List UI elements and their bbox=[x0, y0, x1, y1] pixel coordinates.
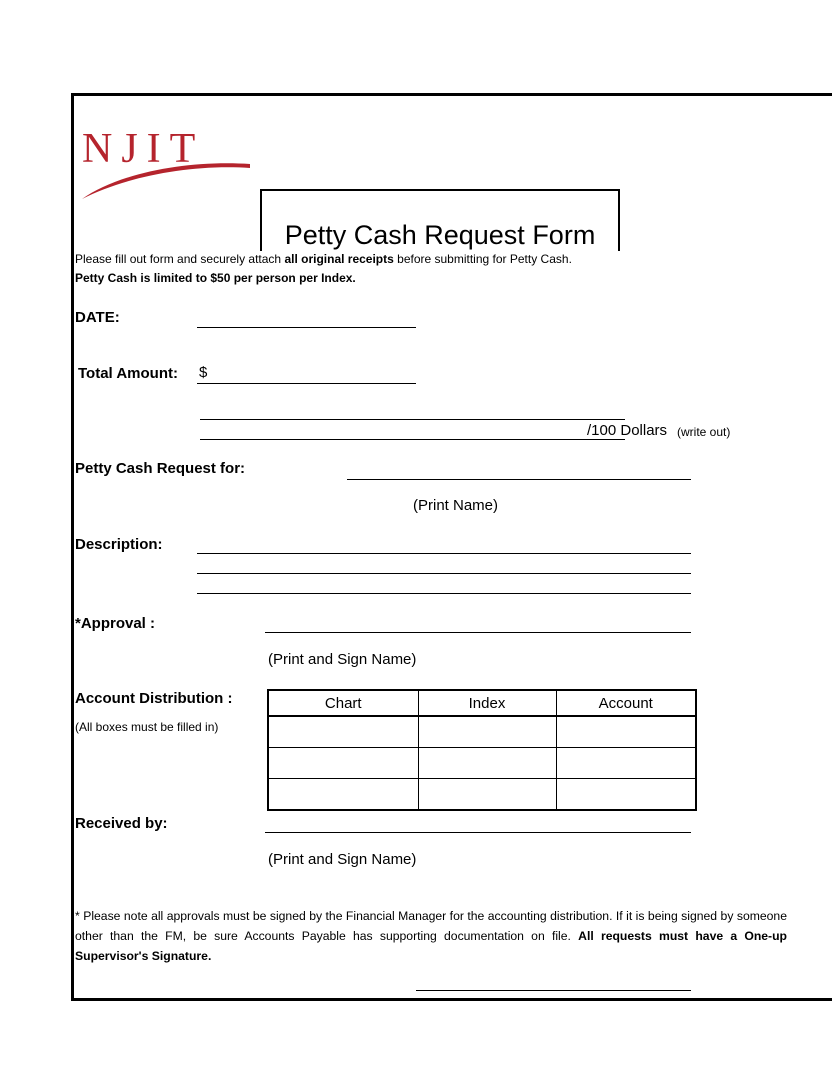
date-label: DATE: bbox=[75, 309, 120, 326]
approval-footnote bbox=[75, 906, 787, 966]
header-index: Index bbox=[418, 690, 556, 716]
description-field-3[interactable] bbox=[197, 593, 691, 594]
received-by-label: Received by: bbox=[75, 815, 168, 832]
table-header-row bbox=[268, 690, 696, 716]
instructions-pre: Please fill out form and securely attach bbox=[75, 252, 285, 266]
header-account: Account bbox=[556, 690, 696, 716]
chart-cell[interactable] bbox=[268, 716, 418, 748]
index-cell[interactable] bbox=[418, 716, 556, 748]
account-cell[interactable] bbox=[556, 779, 696, 811]
request-for-label: Petty Cash Request for: bbox=[75, 460, 246, 477]
received-by-caption: (Print and Sign Name) bbox=[268, 851, 417, 868]
page-title: Petty Cash Request Form bbox=[284, 220, 596, 250]
amount-words-field-1[interactable] bbox=[200, 419, 625, 420]
header-chart: Chart bbox=[268, 690, 418, 716]
title-box bbox=[260, 189, 620, 251]
bottom-line bbox=[416, 990, 691, 991]
description-field-1[interactable] bbox=[197, 553, 691, 554]
description-field-2[interactable] bbox=[197, 573, 691, 574]
account-distribution-table bbox=[267, 689, 697, 811]
footnote-bold: All requests must have a One-up Supervisor's Signature. bbox=[75, 929, 788, 963]
njit-logo bbox=[80, 122, 252, 204]
amount-words-field-2[interactable] bbox=[200, 439, 625, 440]
print-name-caption: (Print Name) bbox=[413, 497, 499, 514]
dollar-sign: $ bbox=[199, 364, 208, 381]
index-cell[interactable] bbox=[418, 748, 556, 779]
chart-cell[interactable] bbox=[268, 779, 418, 811]
dollars-fraction: /100 Dollars bbox=[587, 422, 668, 439]
date-field[interactable] bbox=[197, 327, 416, 328]
account-distribution-label: Account Distribution : bbox=[75, 690, 233, 707]
total-amount-field[interactable] bbox=[197, 383, 416, 384]
table-row bbox=[268, 716, 696, 748]
footnote-text: * Please note all approvals must be signed by the Financial Manager for the accounting distribution. If it is being signed by someone other than the FM, be sure Accounts Payable has supporting documentation on file. bbox=[75, 909, 787, 943]
logo-text: NJIT bbox=[82, 126, 205, 172]
request-for-field[interactable] bbox=[347, 479, 691, 480]
total-amount-label: Total Amount: bbox=[78, 365, 178, 382]
approval-field[interactable] bbox=[265, 632, 691, 633]
table-row bbox=[268, 779, 696, 811]
index-cell[interactable] bbox=[418, 779, 556, 811]
approval-label: *Approval : bbox=[75, 615, 156, 632]
description-label: Description: bbox=[75, 536, 163, 553]
chart-cell[interactable] bbox=[268, 748, 418, 779]
account-cell[interactable] bbox=[556, 748, 696, 779]
instructions-line-2: Petty Cash is limited to $50 per person per Index. bbox=[75, 271, 356, 285]
approval-caption: (Print and Sign Name) bbox=[268, 651, 417, 668]
received-by-field[interactable] bbox=[265, 832, 691, 833]
instructions-bold: all original receipts bbox=[284, 252, 394, 266]
account-cell[interactable] bbox=[556, 716, 696, 748]
instructions-post: before submitting for Petty Cash. bbox=[393, 252, 572, 266]
table-row bbox=[268, 748, 696, 779]
instructions-line-1 bbox=[75, 252, 572, 266]
write-out-note: (write out) bbox=[677, 425, 731, 439]
account-distribution-note: (All boxes must be filled in) bbox=[75, 720, 219, 734]
